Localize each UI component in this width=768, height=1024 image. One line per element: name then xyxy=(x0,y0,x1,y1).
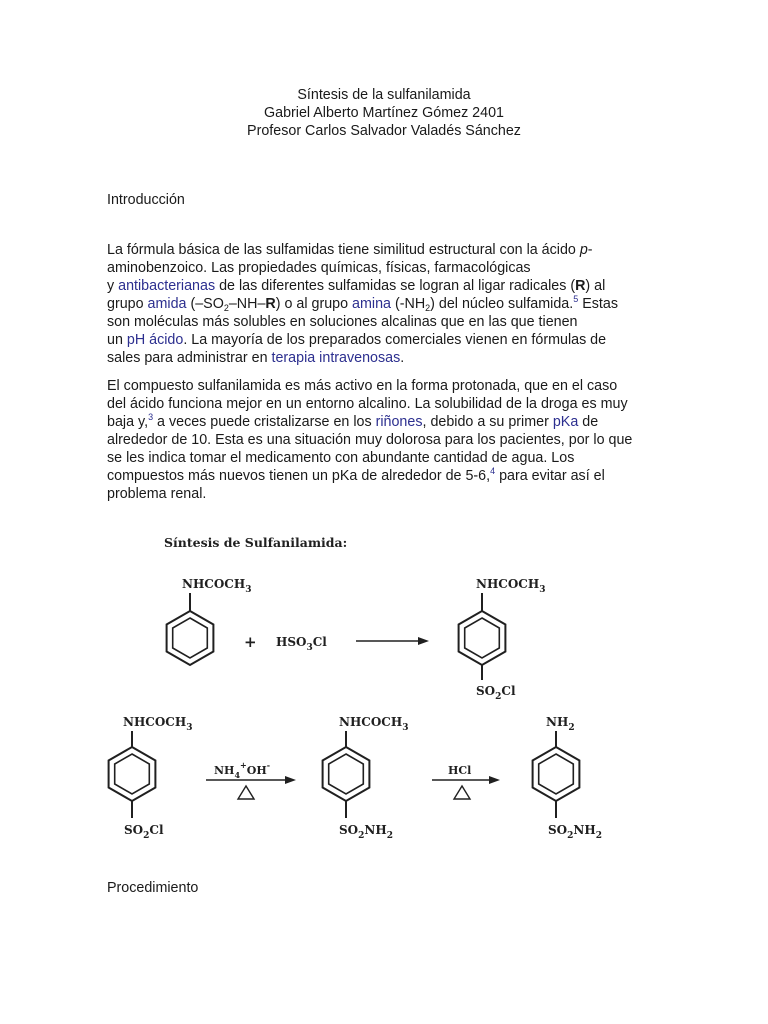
professor-line: Profesor Carlos Salvador Valadés Sánchez xyxy=(247,123,521,139)
hcl-reagent: HCl xyxy=(448,764,472,777)
plus-sign: + xyxy=(244,633,257,651)
sulfonyl-chloride-structure xyxy=(109,715,193,841)
acetanilide-structure xyxy=(167,577,252,665)
svg-text:NHCOCH3: $NHCOCH_3$ xyxy=(339,715,409,733)
paragraph-2 xyxy=(107,377,667,503)
para1-line-3: y antibacterianas de las diferentes sulfamidas se logran al ligar radicales (R) al xyxy=(107,278,606,294)
svg-text:NHCOCH3: $NHCOCH_3$ xyxy=(182,577,252,595)
figure-caption: Síntesis de Sulfanilamida: xyxy=(164,535,348,550)
paragraph-1 xyxy=(107,241,667,367)
author-line: Gabriel Alberto Martínez Gómez 2401 xyxy=(264,105,504,121)
para2-line-2: del ácido funciona mejor en un entorno alcalino. La solubilidad de la droga es muy xyxy=(107,396,628,412)
heat-delta-icon xyxy=(454,786,470,799)
para2-line-4: alrededor de 10. Esta es una situación muy dolorosa para los pacientes, por lo que xyxy=(107,432,633,448)
link-antibacterianas[interactable]: antibacterianas xyxy=(118,278,216,294)
document-title: Síntesis de la sulfanilamida xyxy=(297,87,471,103)
link-terapia-intravenosas[interactable]: terapia intravenosas xyxy=(271,350,401,366)
link-pka[interactable]: pKa xyxy=(552,414,579,430)
synthesis-scheme-figure xyxy=(96,528,636,856)
footnote-ref-5[interactable]: 5 xyxy=(573,294,579,304)
para2-line-1: El compuesto sulfanilamida es más activo en la forma protonada, que en el caso xyxy=(107,378,618,394)
link-ph-acido[interactable]: pH ácido xyxy=(126,332,184,348)
svg-text:NHCOCH3: $NHCOCH_3$ xyxy=(123,715,193,733)
sulfonyl-chloride-product xyxy=(459,577,546,702)
svg-text:SO2NH2: $SO_2NH_2$ xyxy=(339,823,393,841)
para1-line-5: son moléculas más solubles en soluciones alcalinas que en las que tienen xyxy=(107,314,578,330)
link-amida[interactable]: amida xyxy=(147,296,187,312)
acetyl-sulfanilamide-structure xyxy=(323,715,409,841)
reaction-arrow-3 xyxy=(432,764,500,799)
svg-text:SO2Cl: $SO_2Cl$ xyxy=(476,684,516,702)
svg-text:SO2Cl: $SO_2Cl$ xyxy=(124,823,164,841)
sulfanilamide-structure xyxy=(533,715,602,841)
reaction-arrow-1 xyxy=(356,637,429,645)
reaction-arrow-2 xyxy=(206,760,296,799)
procedure-heading: Procedimiento xyxy=(107,880,199,896)
link-amina[interactable]: amina xyxy=(352,296,391,312)
para2-line-3: baja y,$^3$ a veces puede cristalizarse en los riñones, debido a su primer pKa de xyxy=(107,412,599,430)
footnote-ref-3[interactable]: 3 xyxy=(148,412,154,422)
para1-line-2: aminobenzoico. Las propiedades químicas, físicas, farmacológicas xyxy=(107,260,531,276)
link-rinones[interactable]: riñones xyxy=(375,414,423,430)
para1-line-7: sales para administrar en terapia intravenosas. xyxy=(107,350,405,366)
para2-line-7: problema renal. xyxy=(107,486,207,502)
introduction-heading: Introducción xyxy=(107,192,185,208)
svg-text:SO2NH2: $SO_2NH_2$ xyxy=(548,823,602,841)
para2-line-6: compuestos más nuevos tienen un pKa de alrededor de 5-6,$^4$ para evitar así el xyxy=(107,466,605,484)
para1-line-4: grupo amida $(-SO_2-NH-R)$ o al grupo amina $(-NH_2)$ del núcleo sulfamida.$^5$ Estas xyxy=(107,294,618,313)
para2-line-5: se les indica tomar el medicamento con abundante cantidad de agua. Los xyxy=(107,450,575,466)
chlorosulfonic-acid-reagent: $HSO_3Cl$ xyxy=(276,635,327,653)
svg-text:NHCOCH3: $NHCOCH_3$ xyxy=(476,577,546,595)
document-header xyxy=(0,86,768,140)
svg-text:NH2: $NH_2$ xyxy=(546,715,575,733)
heat-delta-icon xyxy=(238,786,254,799)
ammonium-hydroxide-reagent: $NH_4^+OH^-$ xyxy=(214,760,271,780)
footnote-ref-4[interactable]: 4 xyxy=(490,466,496,476)
para1-line-1: La fórmula básica de las sulfamidas tiene similitud estructural con la ácido p- xyxy=(107,242,593,258)
para1-line-6: un pH ácido. La mayoría de los preparados comerciales vienen en fórmulas de xyxy=(107,332,607,348)
